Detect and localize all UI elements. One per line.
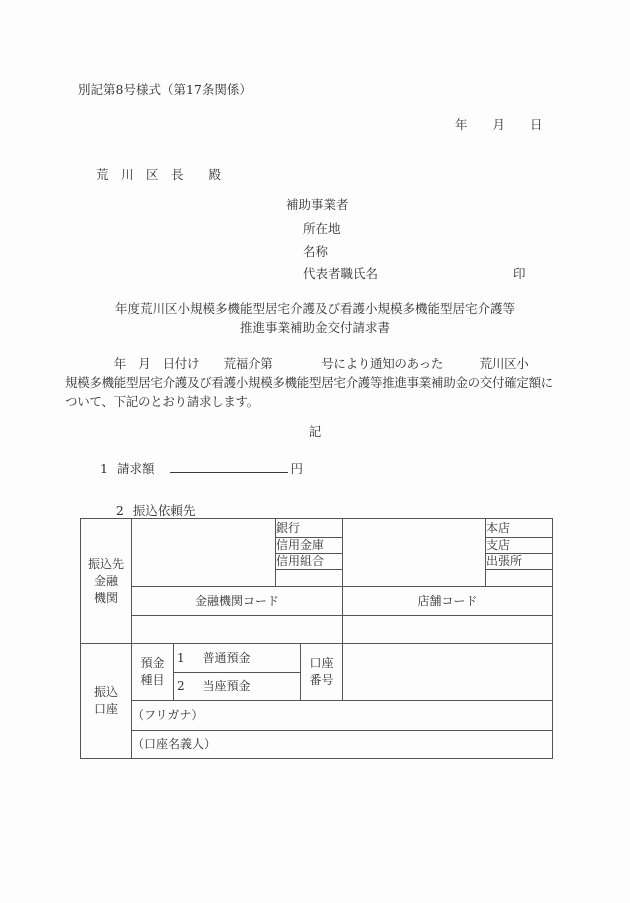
item1-label: 請求額 bbox=[116, 461, 155, 476]
item-requested-amount bbox=[100, 459, 303, 477]
bank-section-table bbox=[80, 518, 553, 644]
item1-number: 1 bbox=[100, 461, 108, 476]
date-line: 年 月 日 bbox=[455, 117, 543, 132]
deposit-type-current: 2 当座預金 bbox=[174, 673, 301, 701]
deposit-type-label: 預金 種目 bbox=[132, 644, 174, 701]
account-number-label: 口座 番号 bbox=[301, 644, 343, 701]
bank-name-blank-cell bbox=[132, 519, 276, 587]
addressee: 荒 川 区 長 殿 bbox=[96, 167, 222, 182]
account-section-table bbox=[80, 643, 553, 759]
bank-transfer-table bbox=[80, 518, 552, 759]
branch-type-head-office: 本店 bbox=[486, 519, 553, 538]
branch-type-blank-cell bbox=[486, 570, 553, 587]
branch-code-label: 店舗コード bbox=[343, 587, 553, 616]
branch-type-branch: 支店 bbox=[486, 538, 553, 554]
form-number: 別記第8号様式（第17条関係） bbox=[78, 82, 252, 97]
item2-number: 2 bbox=[115, 502, 124, 518]
account-section-row-label: 振込 口座 bbox=[81, 644, 132, 759]
branch-type-sub-branch: 出張所 bbox=[486, 554, 553, 570]
body-paragraph-line1: 年 月 日付け 荒福介第 号により通知のあった 荒川区小 bbox=[65, 356, 529, 371]
amount-fill-blank bbox=[170, 459, 288, 473]
institution-code-blank-cell bbox=[132, 616, 343, 644]
furigana-row: （フリガナ） bbox=[132, 701, 553, 731]
branch-code-blank-cell bbox=[343, 616, 553, 644]
institution-type-blank-cell bbox=[276, 570, 343, 587]
applicant-representative-label: 代表者職氏名 bbox=[303, 266, 379, 281]
institution-type-bank: 銀行 bbox=[276, 519, 343, 538]
account-holder-row: （口座名義人） bbox=[132, 731, 553, 759]
applicant-address-label: 所在地 bbox=[303, 221, 341, 236]
seal-mark: 印 bbox=[513, 266, 526, 281]
document-title-line1: 年度荒川区小規模多機能型居宅介護及び看護小規模多機能型居宅介護等 bbox=[114, 301, 515, 316]
item2-label: 振込依頼先 bbox=[132, 502, 196, 518]
deposit-type-ordinary: 1 普通預金 bbox=[174, 644, 301, 673]
bank-section-row-label: 振込先 金融 機関 bbox=[81, 519, 132, 644]
item1-unit: 円 bbox=[290, 461, 303, 476]
document-title-line2: 推進事業補助金交付請求書 bbox=[239, 320, 390, 335]
institution-type-shinkin: 信用金庫 bbox=[276, 538, 343, 554]
applicant-name-label: 名称 bbox=[303, 244, 329, 259]
body-paragraph-line2: 規模多機能型居宅介護及び看護小規模多機能型居宅介護等推進事業補助金の交付確定額に bbox=[65, 375, 554, 390]
body-paragraph-line3: ついて、下記のとおり請求します。 bbox=[65, 394, 259, 409]
institution-type-credit-union: 信用組合 bbox=[276, 554, 343, 570]
institution-code-label: 金融機関コード bbox=[132, 587, 343, 616]
account-number-blank-cell bbox=[343, 644, 553, 701]
branch-name-blank-cell bbox=[343, 519, 486, 587]
applicant-label: 補助事業者 bbox=[286, 197, 349, 212]
note-mark: 記 bbox=[308, 424, 322, 439]
